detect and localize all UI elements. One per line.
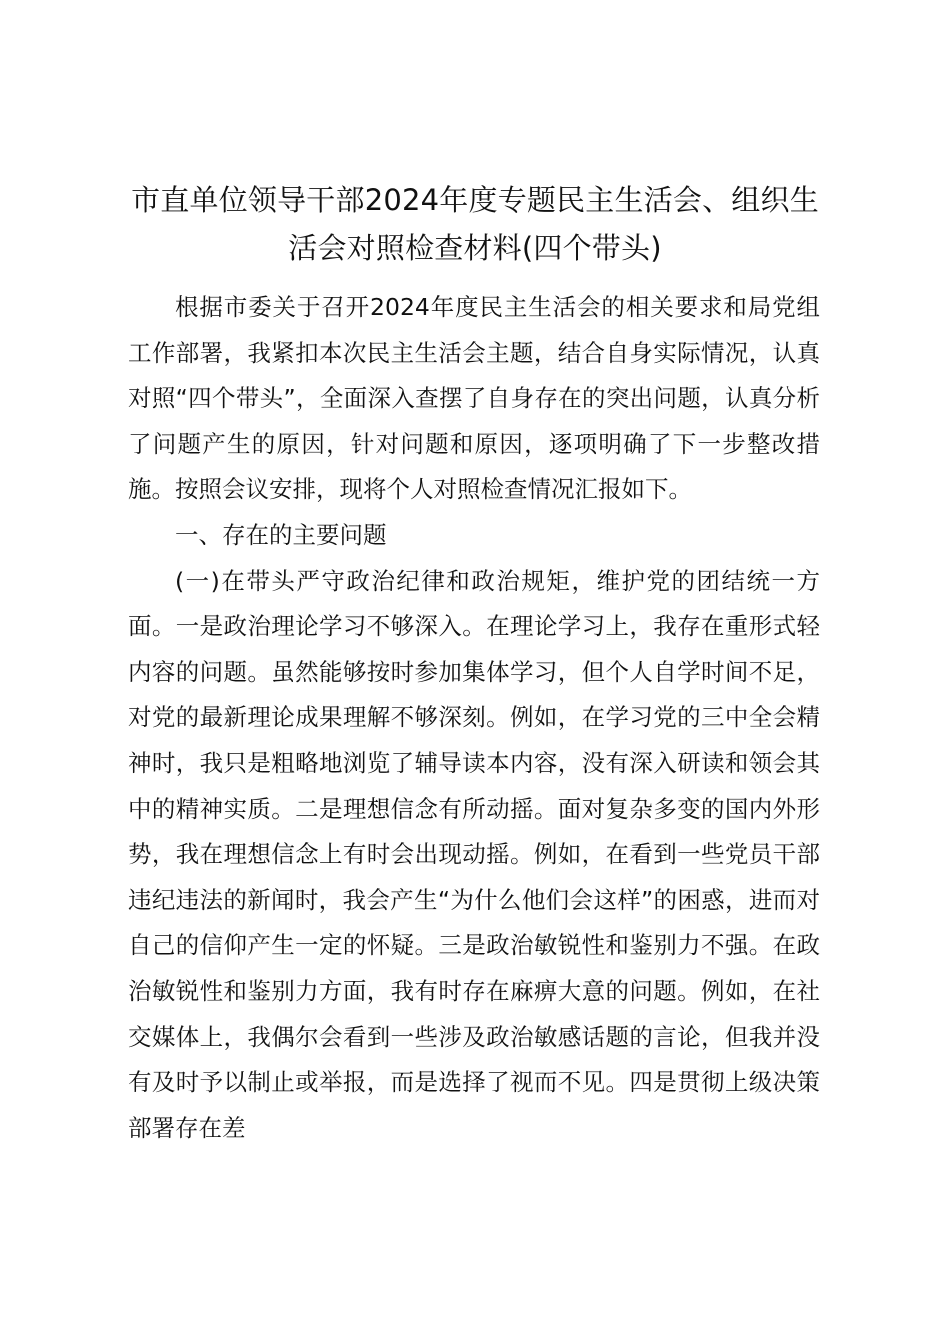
body-paragraph: (一)在带头严守政治纪律和政治规矩，维护党的团结统一方面。一是政治理论学习不够深入。在理论学习上，我存在重形式轻内容的问题。虽然能够按时参加集体学习，但个人自学时间不足，对党的最新理论成果理解不够深刻。例如，在学习党的三中全会精神时，我只是粗略地浏览了辅导读本内容，没有深入研读和领会其中的精神实质。二是理想信念有所动摇。面对复杂多变的国内外形势，我在理想信念上有时会出现动摇。例如，在看到一些党员干部违纪违法的新闻时，我会产生“为什么他们会这样”的困惑，进而对自己的信仰产生一定的怀疑。三是政治敏锐性和鉴别力不强。在政治敏锐性和鉴别力方面，我有时存在麻痹大意的问题。例如，在社交媒体上，我偶尔会看到一些涉及政治敏感话题的言论，但我并没有及时予以制止或举报，而是选择了视而不见。四是贯彻上级决策部署存在差 <box>128 566 820 1142</box>
document-body <box>128 285 820 1151</box>
section-heading: 一、存在的主要问题 <box>175 520 387 549</box>
document-title: 市直单位领导干部2024年度专题民主生活会、组织生活会对照检查材料(四个带头) <box>131 183 819 265</box>
intro-paragraph: 根据市委关于召开2024年度民主生活会的相关要求和局党组工作部署，我紧扣本次民主生活会主题，结合自身实际情况，认真对照“四个带头”，全面深入查摆了自身存在的突出问题，认真分析了问题产生的原因，针对问题和原因，逐项明确了下一步整改措施。按照会议安排，现将个人对照检查情况汇报如下。 <box>128 293 820 504</box>
